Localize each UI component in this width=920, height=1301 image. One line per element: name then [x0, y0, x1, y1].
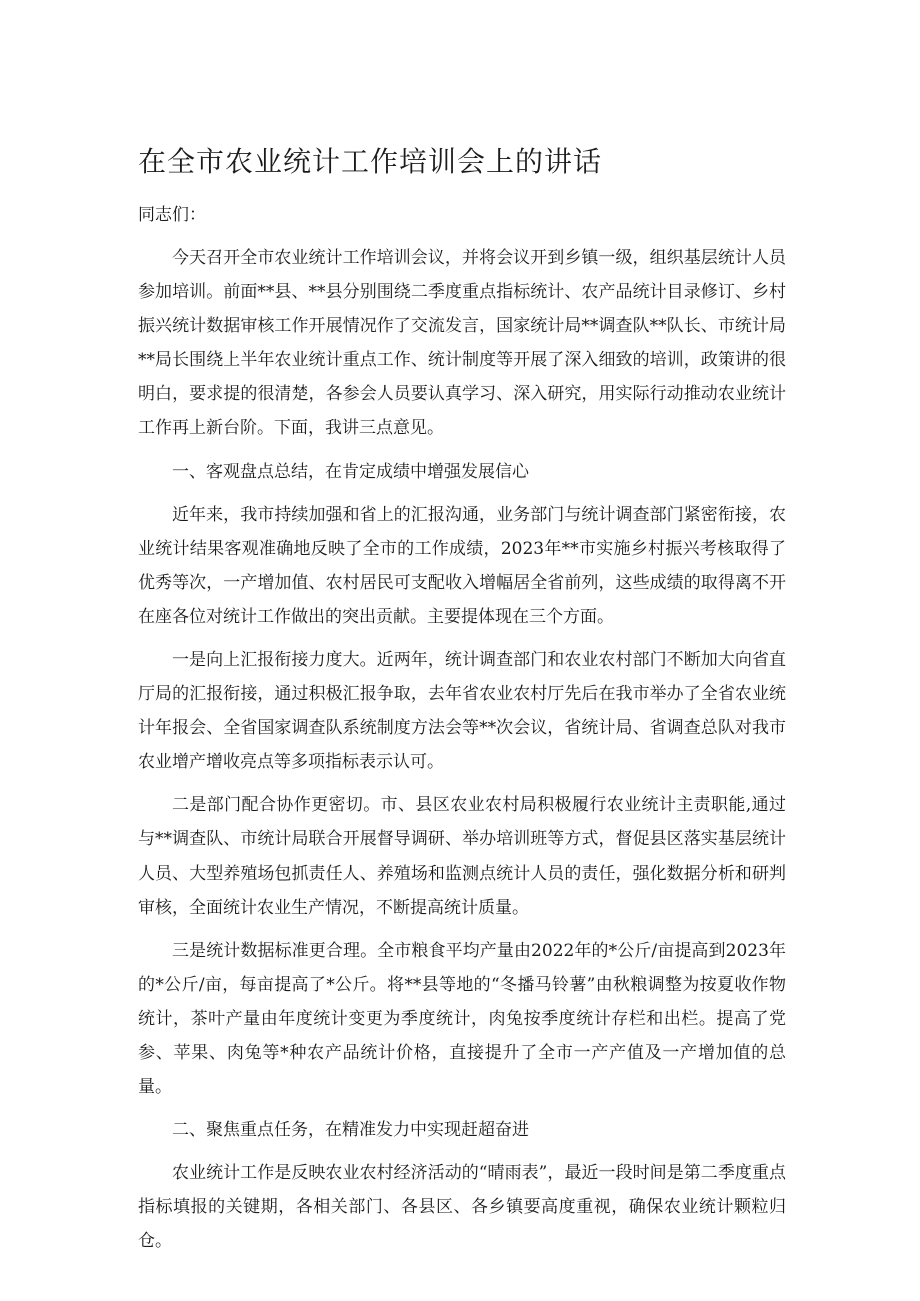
paragraph-key-tasks: 农业统计工作是反映农业农村经济活动的“晴雨表”，最近一段时间是第二季度重点指标填报的关键期，各相关部门、各县区、各乡镇要高度重视，确保农业统计颗粒归仓。	[138, 1163, 786, 1252]
paragraph-achievements: 近年来，我市持续加强和省上的汇报沟通，业务部门与统计调查部门紧密衔接，农业统计结果客观准确地反映了全市的工作成绩，2023年**市实施乡村振兴考核取得了优秀等次，一产增加值、农村居民可支配收入增幅居全省前列，这些成绩的取得离不开在座各位对统计工作做出的突出贡献。主要提体现在三个方面。	[138, 504, 786, 627]
paragraph-point-3: 三是统计数据标准更合理。全市粮食平均产量由2022年的*公斤/亩提高到2023年的*公斤/亩，每亩提高了*公斤。将**县等地的“冬播马铃薯”由秋粮调整为按夏收作物统计，茶叶产量由年度统计变更为季度统计，肉兔按季度统计存栏和出栏。提高了党参、苹果、肉兔等*种农产品统计价格，直接提升了全市一产产值及一产增加值的总量。	[138, 940, 786, 1098]
paragraph-point-2: 二是部门配合协作更密切。市、县区农业农村局积极履行农业统计主责职能,通过与**调查队、市统计局联合开展督导调研、举办培训班等方式，督促县区落实基层统计人员、大型养殖场包抓责任人、养殖场和监测点统计人员的责任，强化数据分析和研判审核，全面统计农业生产情况，不断提高统计质量。	[138, 795, 786, 918]
section-heading-2: 二、聚焦重点任务，在精准发力中实现赶超奋进	[172, 1120, 529, 1141]
salutation: 同志们：	[138, 205, 206, 225]
document-title: 在全市农业统计工作培训会上的讲话	[138, 145, 603, 178]
paragraph-point-1: 一是向上汇报衔接力度大。近两年，统计调查部门和农业农村部门不断加大向省直厅局的汇报衔接，通过积极汇报争取，去年省农业农村厅先后在我市举办了全省农业统计年报会、全省国家调查队系统制度方法会等**次会议，省统计局、省调查总队对我市农业增产增收亮点等多项指标表示认可。	[138, 649, 786, 773]
document-body	[138, 198, 786, 1258]
section-heading-1: 一、客观盘点总结，在肯定成绩中增强发展信心	[172, 461, 529, 482]
paragraph-opening: 今天召开全市农业统计工作培训会议，并将会议开到乡镇一级，组织基层统计人员参加培训。前面**县、**县分别围绕二季度重点指标统计、农产品统计目录修订、乡村振兴统计数据审核工作开展情况作了交流发言，国家统计局**调查队**队长、市统计局**局长围绕上半年农业统计重点工作、统计制度等开展了深入细致的培训，政策讲的很明白，要求提的很清楚，各参会人员要认真学习、深入研究，用实际行动推动农业统计工作再上新台阶。下面，我讲三点意见。	[138, 248, 786, 439]
